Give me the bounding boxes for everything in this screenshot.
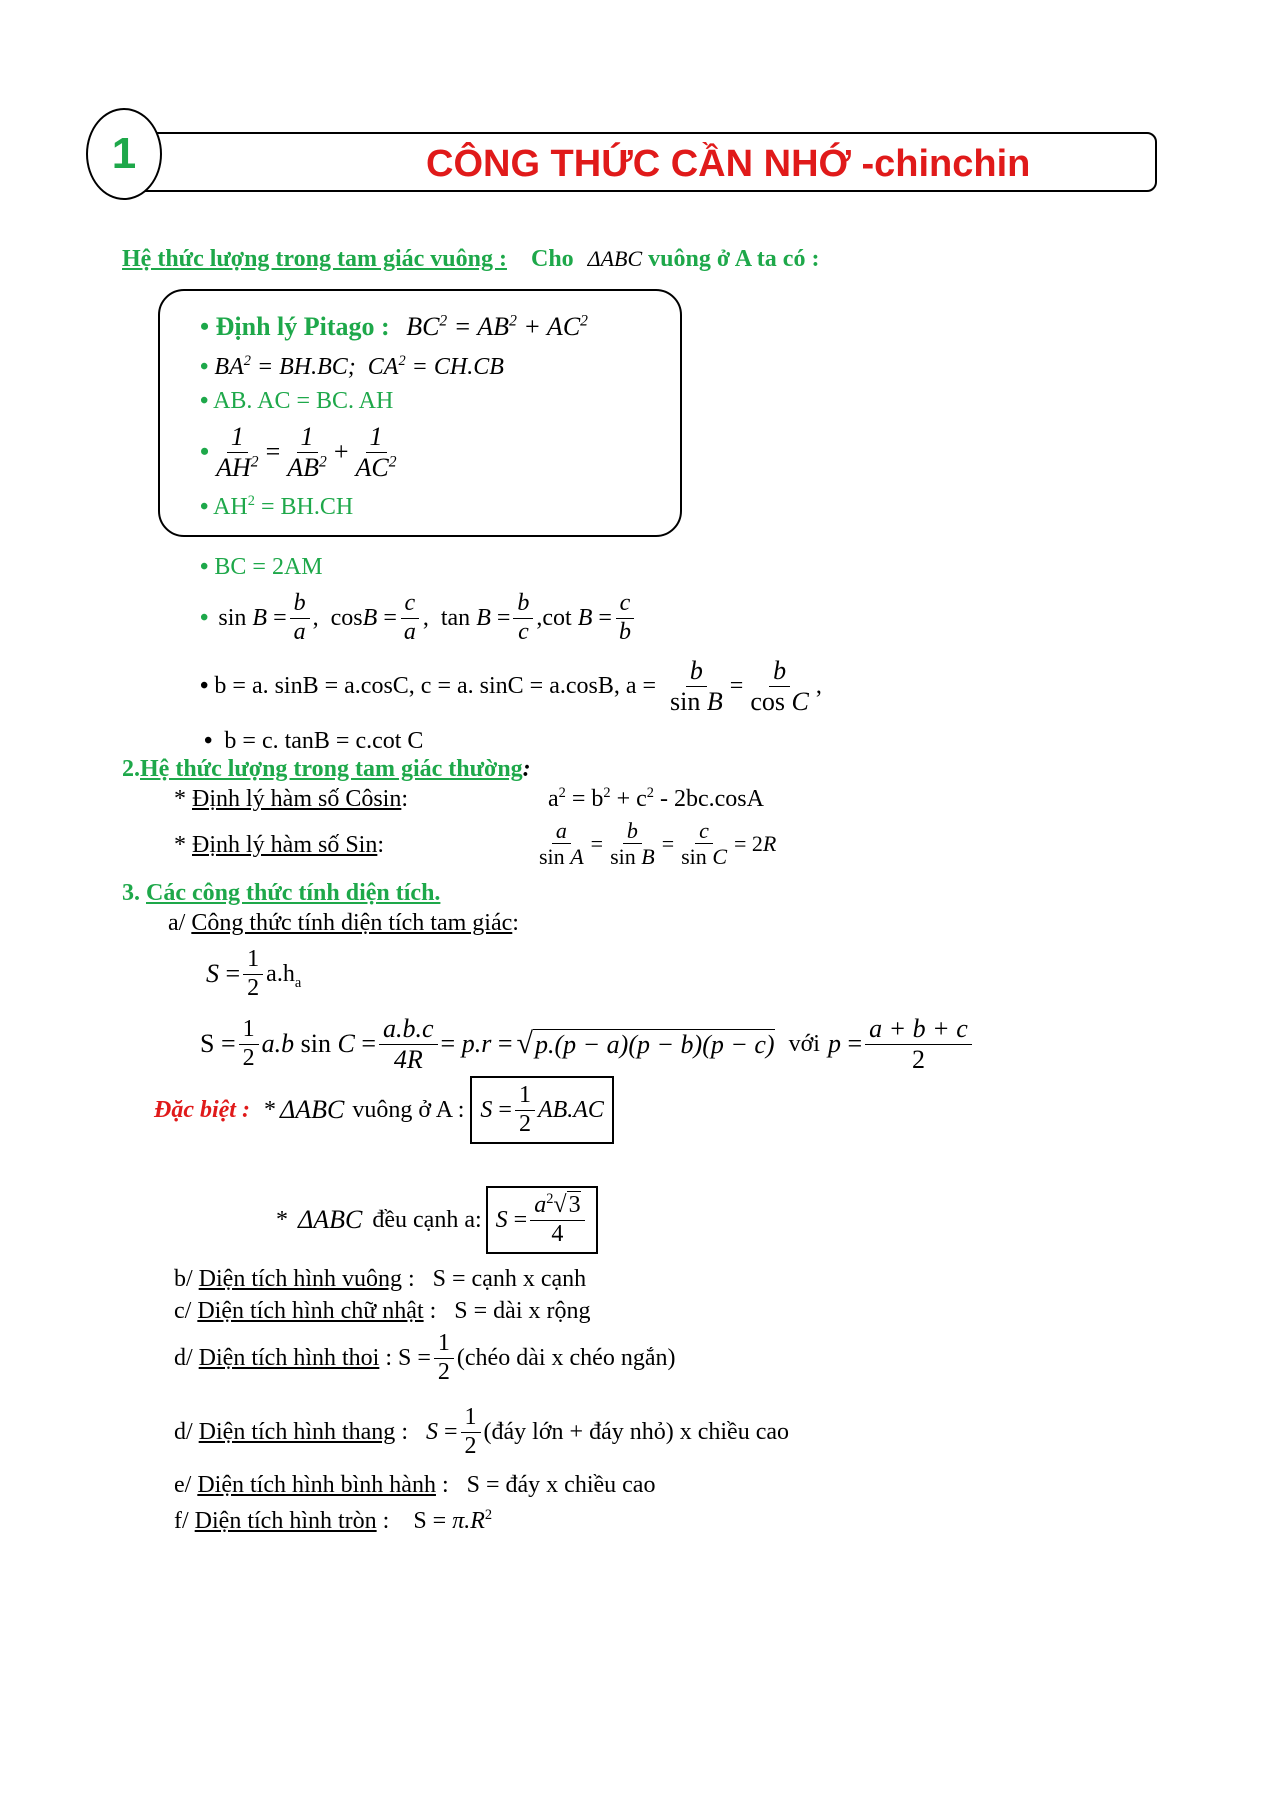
cosine-law-formula-tail: - 2bc.cosA	[660, 786, 764, 812]
sine-law-label: Định lý hàm số Sin	[192, 832, 378, 858]
median-line	[200, 554, 323, 581]
section-2-heading-line	[122, 756, 531, 783]
median-formula: BC = 2AM	[214, 554, 323, 580]
circle-area-formula: $S = \pi.R^2$	[413, 1507, 493, 1534]
item-c-prefix: c/	[174, 1298, 192, 1324]
parallelogram-area-label: Diện tích hình bình hành	[197, 1472, 436, 1498]
equilateral-text: đều cạnh a:	[372, 1206, 482, 1233]
rhombus-area-formula: (chéo dài x chéo ngắn)	[456, 1344, 676, 1371]
trapezoid-area-label: Diện tích hình thang	[198, 1418, 396, 1445]
item-d2-prefix: d/	[174, 1418, 193, 1445]
trapezoid-area-line: d/ Diện tích hình thang : S = $\frac{1}{2}$ (đáy lớn + đáy nhỏ) x chiều cao	[174, 1404, 789, 1459]
reciprocal-frac-ac: $\frac{1}{AC^2}$	[355, 422, 397, 482]
equilateral-area-box: S = $\frac{a^2√3}{4}$	[486, 1186, 598, 1254]
cosine-law-label-line: * Định lý hàm số Côsin:	[174, 786, 409, 812]
trapezoid-area-formula: (đáy lớn + đáy nhỏ) x chiều cao	[483, 1418, 789, 1445]
section-3-heading-line	[122, 880, 440, 907]
pitago-line	[200, 312, 588, 342]
projection-formula: $BA^2 = BH.BC$; $CA^2 = CH.CB$	[214, 353, 504, 380]
area-base-height-formula: S = $\frac{1}{2}$ $a.h_a$	[206, 946, 302, 1001]
section-1-heading-line	[122, 246, 819, 273]
sine-law-formula: $\frac{a}{\text{sin A}}$ = $\frac{b}{\text{sin B}}$ = $\frac{c}{\text{sin C}}$ = 2R	[539, 818, 777, 870]
bullet: •	[200, 604, 209, 631]
item-e-prefix: e/	[174, 1472, 192, 1498]
rectangle-area-line: c/ Diện tích hình chữ nhật : S = dài x rộng	[174, 1298, 591, 1324]
special-right-triangle-line: Đặc biệt : * ΔABC vuông ở A : S = $\frac{1}{2}$ AB.AC	[154, 1076, 614, 1144]
pitago-label: Định lý Pitago :	[215, 312, 390, 341]
bullet: •	[200, 437, 210, 467]
triangle-area-label: Công thức tính diện tích tam giác	[191, 910, 513, 936]
page-title: CÔNG THỨC CẦN NHỚ -chinchin	[426, 143, 1031, 185]
square-area-line: b/ Diện tích hình vuông : S = cạnh x cạnh	[174, 1266, 587, 1292]
item-a-prefix: a/	[168, 910, 186, 936]
pitago-formula: $BC^2 = AB^2 + AC^2$	[406, 312, 588, 341]
section-2-colon: :	[522, 756, 531, 782]
section-1-heading: Hệ thức lượng trong tam giác vuông :	[122, 246, 507, 272]
reciprocal-frac-ab: $\frac{1}{AB^2}$	[287, 422, 327, 482]
section-3-number: 3.	[122, 880, 140, 906]
section-3-heading: Các công thức tính diện tích.	[146, 880, 441, 906]
side-relations-text: b = a. sinB = a.cosC, c = a. sinC = a.cosB, a =	[214, 672, 657, 699]
voi-text: với	[788, 1030, 820, 1057]
section-2-number: 2.	[122, 756, 140, 782]
product-line	[200, 388, 393, 415]
projection-line	[200, 354, 504, 381]
bullet: •	[200, 494, 209, 520]
altitude-ah: AH	[213, 494, 248, 520]
section-2-heading: Hệ thức lượng trong tam giác thường	[140, 756, 523, 782]
side-relations-line: • b = a. sinB = a.cosC, c = a. sinC = a.cosB, a = $\frac{b}{\text{sin B}}$ = $\frac{b}{\text{cos C}}$ ,	[200, 656, 822, 716]
item-b-prefix: b/	[174, 1266, 193, 1292]
altitude-rest: = BH.CH	[254, 494, 354, 520]
item-d1-prefix: d/	[174, 1344, 193, 1371]
parallelogram-area-formula: S = đáy x chiều cao	[466, 1472, 656, 1498]
right-triangle-area-box: S = $\frac{1}{2}$ AB.AC	[470, 1076, 614, 1144]
product-formula: AB. AC = BC. AH	[213, 388, 394, 414]
dac-biet-label: Đặc biệt :	[154, 1096, 250, 1123]
intro-cho: Cho	[530, 246, 574, 272]
bullet: •	[200, 354, 209, 380]
trig-ratios-line: • sin B = $\frac{b}{a}$ , cosB = $\frac{c}{a}$ , tan B = $\frac{b}{c}$ ,cot B = $\frac{c}{b}$	[200, 590, 638, 646]
cosine-law-formula: $a^2 = b^2 + c^2 - 2bc.\cos A$	[548, 785, 764, 812]
cosine-law-label: Định lý hàm số Côsin	[192, 786, 402, 812]
bullet: •	[200, 312, 210, 341]
area-general-formula: S = $\frac{1}{2}$ a.b sin C = $\frac{a.b.c}{4R}$ = p.r = √ p.(p − a)(p − b)(p − c) với p = $\frac{a + b + c}{2}$	[200, 1014, 975, 1075]
section-number-badge: 1	[86, 108, 162, 200]
sine-law-label-line: * Định lý hàm số Sin:	[174, 832, 385, 858]
tan-relation-text: b = c. tanB = c.cot C	[224, 728, 424, 754]
reciprocal-frac-ah: $\frac{1}{AH^2}$	[216, 422, 259, 482]
square-area-label: Diện tích hình vuông	[198, 1266, 402, 1292]
tan-relation-line	[204, 728, 423, 755]
intro-rest: vuông ở A ta có :	[648, 246, 820, 272]
equilateral-triangle-line: * ΔABC đều cạnh a: S = $\frac{a^2√3}{4}$	[276, 1186, 598, 1254]
rectangle-area-formula: S = dài x rộng	[454, 1298, 591, 1324]
rectangle-area-label: Diện tích hình chữ nhật	[197, 1298, 424, 1324]
bullet: •	[204, 728, 213, 754]
rhombus-area-label: Diện tích hình thoi	[198, 1344, 380, 1371]
bullet: •	[200, 388, 209, 414]
reciprocal-line: • $\frac{1}{AH^2}$ = $\frac{1}{AB^2}$ + $\frac{1}{AC^2}$	[200, 422, 404, 483]
parallelogram-area-line: e/ Diện tích hình bình hành : S = đáy x chiều cao	[174, 1472, 656, 1498]
rhombus-area-line: d/ Diện tích hình thoi : S = $\frac{1}{2}$ (chéo dài x chéo ngắn)	[174, 1330, 676, 1385]
bullet: •	[200, 672, 209, 699]
altitude-line: • $AH^2 = BH.CH$	[200, 493, 354, 520]
triangle-area-label-line: a/ Công thức tính diện tích tam giác:	[168, 910, 519, 936]
intro-triangle: ΔABC	[587, 246, 643, 271]
right-triangle-text: vuông ở A :	[352, 1096, 465, 1123]
bullet: •	[200, 554, 209, 580]
square-area-formula: S = cạnh x cạnh	[432, 1266, 587, 1292]
circle-area-label: Diện tích hình tròn	[194, 1508, 377, 1534]
circle-area-line: f/ Diện tích hình tròn : $S = \pi.R^2$	[174, 1507, 493, 1534]
item-f-prefix: f/	[174, 1508, 189, 1534]
